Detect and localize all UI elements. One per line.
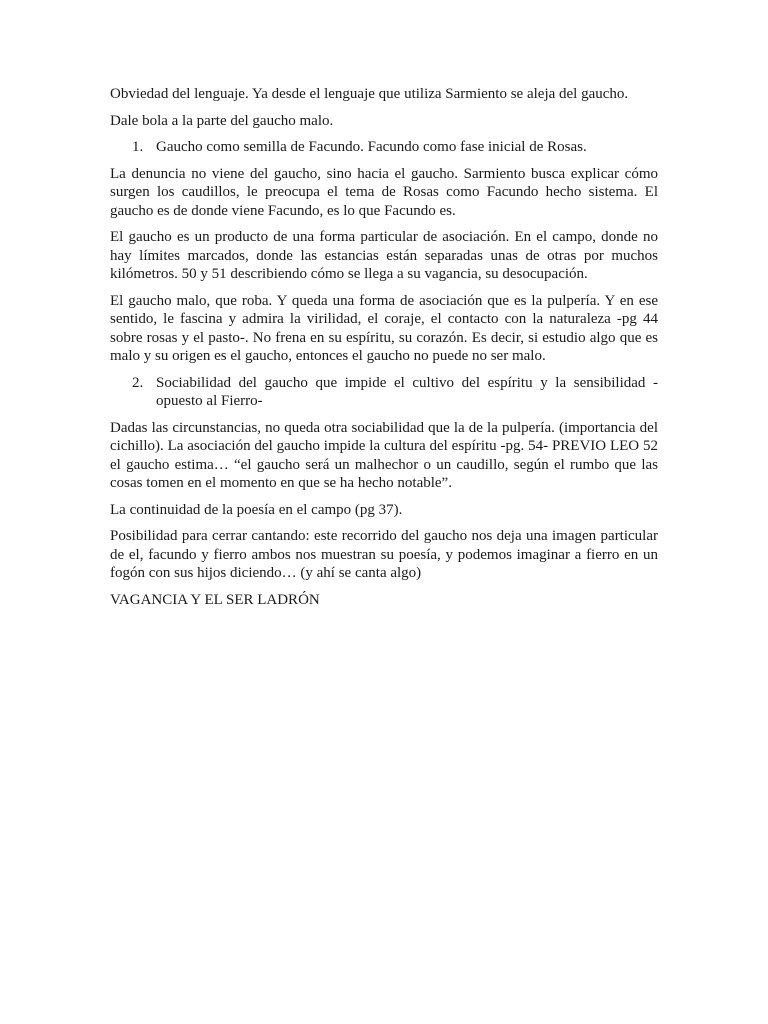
paragraph-circunstancias: Dadas las circunstancias, no queda otra sociabilidad que la de la pulpería. (importancia del cichillo). La asociación del gaucho impide la cultura del espíritu -pg. 54- PREVIO LEO 52 el gaucho estima… “el gaucho será un malhechor o un caudillo, según el rumbo que las cosas tomen en el momento en que se ha hecho notable”. — [110, 419, 658, 491]
paragraph-denuncia: La denuncia no viene del gaucho, sino hacia el gaucho. Sarmiento busca explicar cómo surgen los caudillos, le preocupa el tema de Rosas como Facundo hecho sistema. El gaucho es de donde viene Facundo, es lo que Facundo es. — [110, 165, 658, 219]
document-body — [110, 85, 658, 617]
paragraph-continuidad-poesia: La continuidad de la poesía en el campo (pg 37). — [110, 501, 403, 518]
list-number: 1. — [132, 139, 144, 155]
paragraph-asociacion: El gaucho es un producto de una forma particular de asociación. En el campo, donde no hay límites marcados, donde las estancias están separadas unas de otras por muchos kilómetros. 50 y 51 describiendo cómo se llega a su vagancia, su desocupación. — [110, 229, 658, 282]
list-item-text: Gaucho como semilla de Facundo. Facundo como fase inicial de Rosas. — [156, 139, 587, 155]
list-number: 2. — [132, 374, 144, 391]
list-item-text: Sociabilidad del gaucho que impide el cultivo del espíritu y la sensibilidad - opuesto al Fierro- — [156, 374, 658, 409]
list-item-1 — [110, 138, 658, 157]
section-heading-vagancia: VAGANCIA Y EL SER LADRÓN — [110, 591, 320, 608]
paragraph-cerrar-cantando: Posibilidad para cerrar cantando: este recorrido del gaucho nos deja una imagen particular de el, facundo y fierro ambos nos muestran su poesía, y podemos imaginar a fierro en un fogón con sus hijos diciendo… (y ahí se canta algo) — [110, 528, 658, 581]
list-item-2 — [110, 374, 658, 411]
paragraph-obviedad: Obviedad del lenguaje. Ya desde el lenguaje que utiliza Sarmiento se aleja del gaucho. — [110, 86, 629, 102]
paragraph-gaucho-malo: Dale bola a la parte del gaucho malo. — [110, 112, 334, 129]
paragraph-pulperia: El gaucho malo, que roba. Y queda una forma de asociación que es la pulpería. Y en ese sentido, le fascina y admira la virilidad, el coraje, el contacto con la naturaleza -pg 44 sobre rosas y el pasto-. No frena en su espíritu, su corazón. Es decir, si estudio algo que es malo y su origen es el gaucho, entonces el gaucho no puede no ser malo. — [110, 292, 658, 364]
